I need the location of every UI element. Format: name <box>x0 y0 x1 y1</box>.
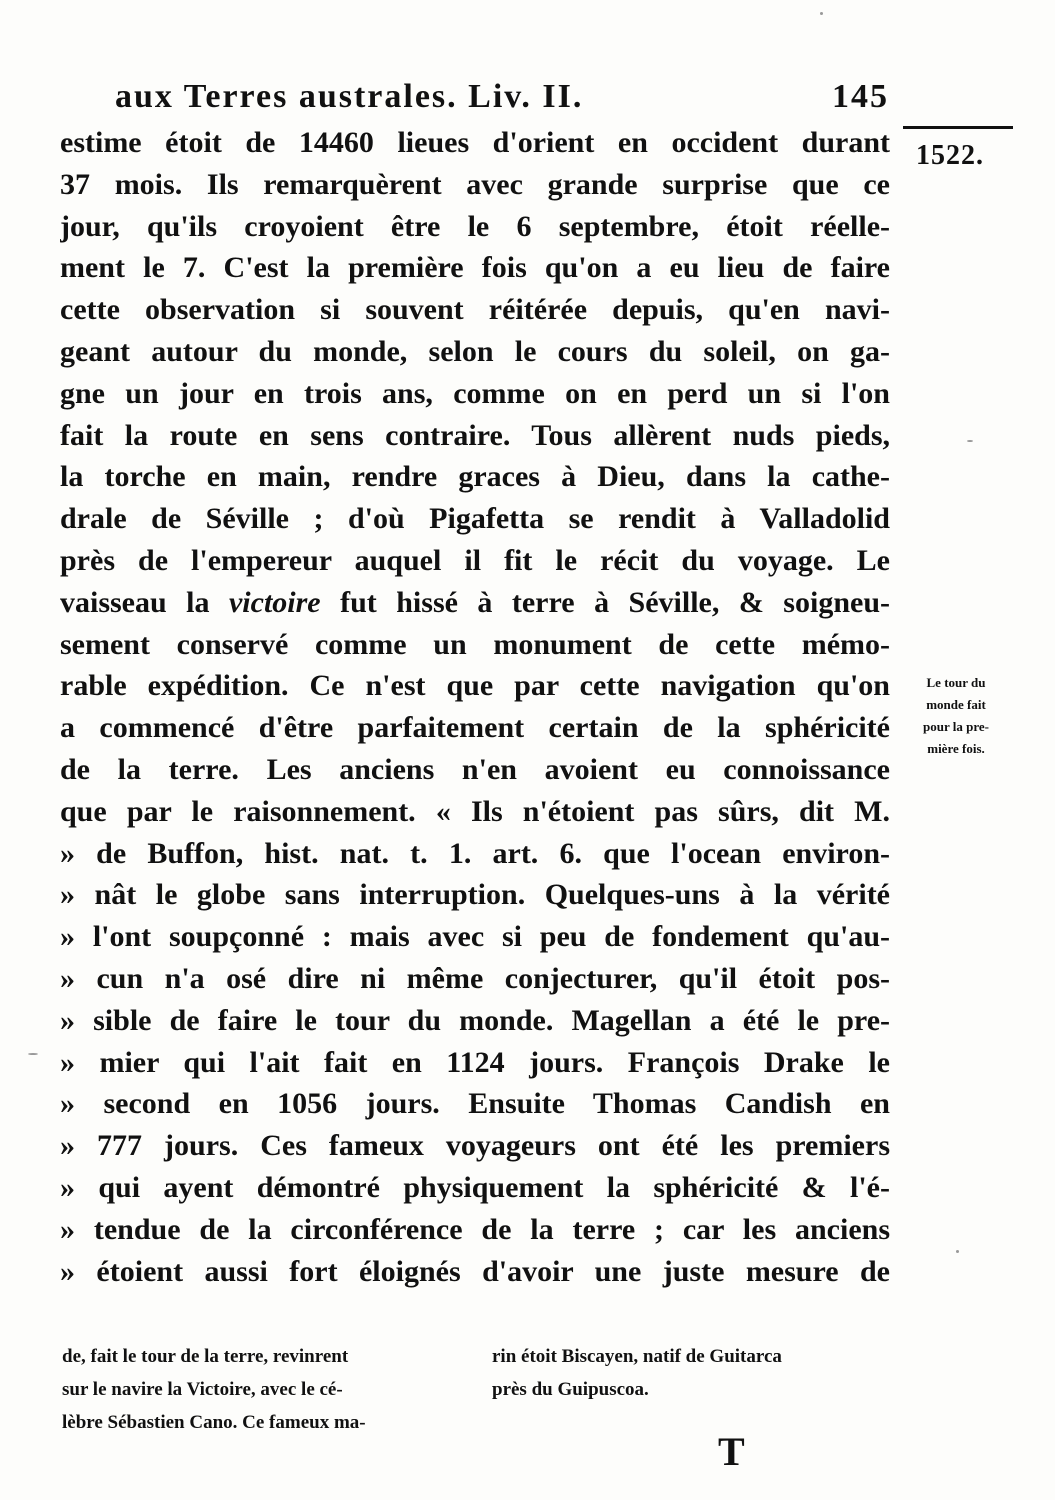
margin-note-line: monde fait <box>926 697 986 712</box>
margin-note-line: mière fois. <box>927 741 985 756</box>
running-head-title: aux Terres australes. Liv. II. <box>115 78 584 115</box>
text-line: ment le 7. C'est la première fois qu'on a eu lieu de faire <box>60 251 890 285</box>
text-line: que par le raisonnement. « Ils n'étoient pas sûrs, dit M. <box>60 794 890 828</box>
text-line: 37 mois. Ils remarquèrent avec grande surprise que ce <box>60 167 890 201</box>
text-line: » l'ont soupçonné : mais avec si peu de fondement qu'au- <box>60 920 890 954</box>
main-text-block <box>60 122 890 1292</box>
margin-note <box>896 672 1016 760</box>
text-line: » mier qui l'ait fait en 1124 jours. François Drake le <box>60 1045 890 1079</box>
paper-speck <box>820 12 823 15</box>
text-line: » étoient aussi fort éloignés d'avoir une juste mesure de <box>60 1254 890 1288</box>
text-line: » sible de faire le tour du monde. Magellan a été le pre- <box>60 1003 890 1037</box>
running-head <box>95 74 895 122</box>
paper-speck <box>956 1250 959 1253</box>
text-line: » second en 1056 jours. Ensuite Thomas Candish en <box>60 1087 890 1121</box>
text-line: près de l'empereur auquel il fit le récit du voyage. Le <box>60 543 890 577</box>
text-line: rable expédition. Ce n'est que par cette navigation qu'on <box>60 669 890 703</box>
text-line: jour, qu'ils croyoient être le 6 septembre, étoit réelle- <box>60 209 890 243</box>
text-line: » tendue de la circonférence de la terre ; car les anciens <box>60 1212 890 1246</box>
text-line: estime étoit de 14460 lieues d'orient en occident durant <box>60 126 890 159</box>
footnote-line: près du Guipuscoa. <box>492 1379 649 1400</box>
ship-name: victoire <box>228 585 321 619</box>
footnote-line: rin étoit Biscayen, natif de Guitarca <box>492 1346 782 1367</box>
text-line: de la terre. Les anciens n'en avoient eu connoissance <box>60 752 890 786</box>
text-line: » 777 jours. Ces fameux voyageurs ont été les premiers <box>60 1129 890 1163</box>
text-line: geant autour du monde, selon le cours du soleil, on ga- <box>60 334 890 368</box>
text-line: » qui ayent démontré physiquement la sphéricité & l'é- <box>60 1170 890 1204</box>
footnote-column-left <box>62 1340 472 1439</box>
text-line: sement conservé comme un monument de cette mémo- <box>60 627 890 661</box>
text-line: fait la route en sens contraire. Tous allèrent nuds pieds, <box>60 418 890 452</box>
paper-speck <box>967 440 973 442</box>
text-line: » cun n'a osé dire ni même conjecturer, qu'il étoit pos- <box>60 961 890 995</box>
text-line: cette observation si souvent réitérée depuis, qu'en navi- <box>60 293 890 327</box>
paper-speck <box>28 1053 38 1055</box>
footnote-column-right <box>492 1340 902 1406</box>
margin-year: 1522. <box>916 140 984 171</box>
signature-mark: T <box>718 1429 745 1474</box>
margin-note-line: Le tour du <box>926 675 986 690</box>
margin-note-line: pour la pre- <box>923 719 989 734</box>
text-line: la torche en main, rendre graces à Dieu, dans la cathe- <box>60 460 890 494</box>
text-line: vaisseau la victoire fut hissé à terre à Séville, & soigneu- <box>60 585 890 619</box>
footnote-line: sur le navire la Victoire, avec le cé- <box>62 1379 343 1400</box>
footnote-line: de, fait le tour de la terre, revinrent <box>62 1346 349 1367</box>
margin-rule <box>903 126 1013 129</box>
footnotes <box>62 1340 902 1440</box>
text-line: a commencé d'être parfaitement certain de la sphéricité <box>60 711 890 745</box>
page-number: 145 <box>832 78 889 115</box>
text-line: drale de Séville ; d'où Pigafetta se rendit à Valladolid <box>60 502 890 536</box>
text-line: gne un jour en trois ans, comme on en perd un si l'on <box>60 376 890 410</box>
footnote-line: lèbre Sébastien Cano. Ce fameux ma- <box>62 1412 366 1433</box>
text-line: » nât le globe sans interruption. Quelques-uns à la vérité <box>60 878 890 912</box>
text-line: » de Buffon, hist. nat. t. 1. art. 6. que l'ocean environ- <box>60 836 890 870</box>
